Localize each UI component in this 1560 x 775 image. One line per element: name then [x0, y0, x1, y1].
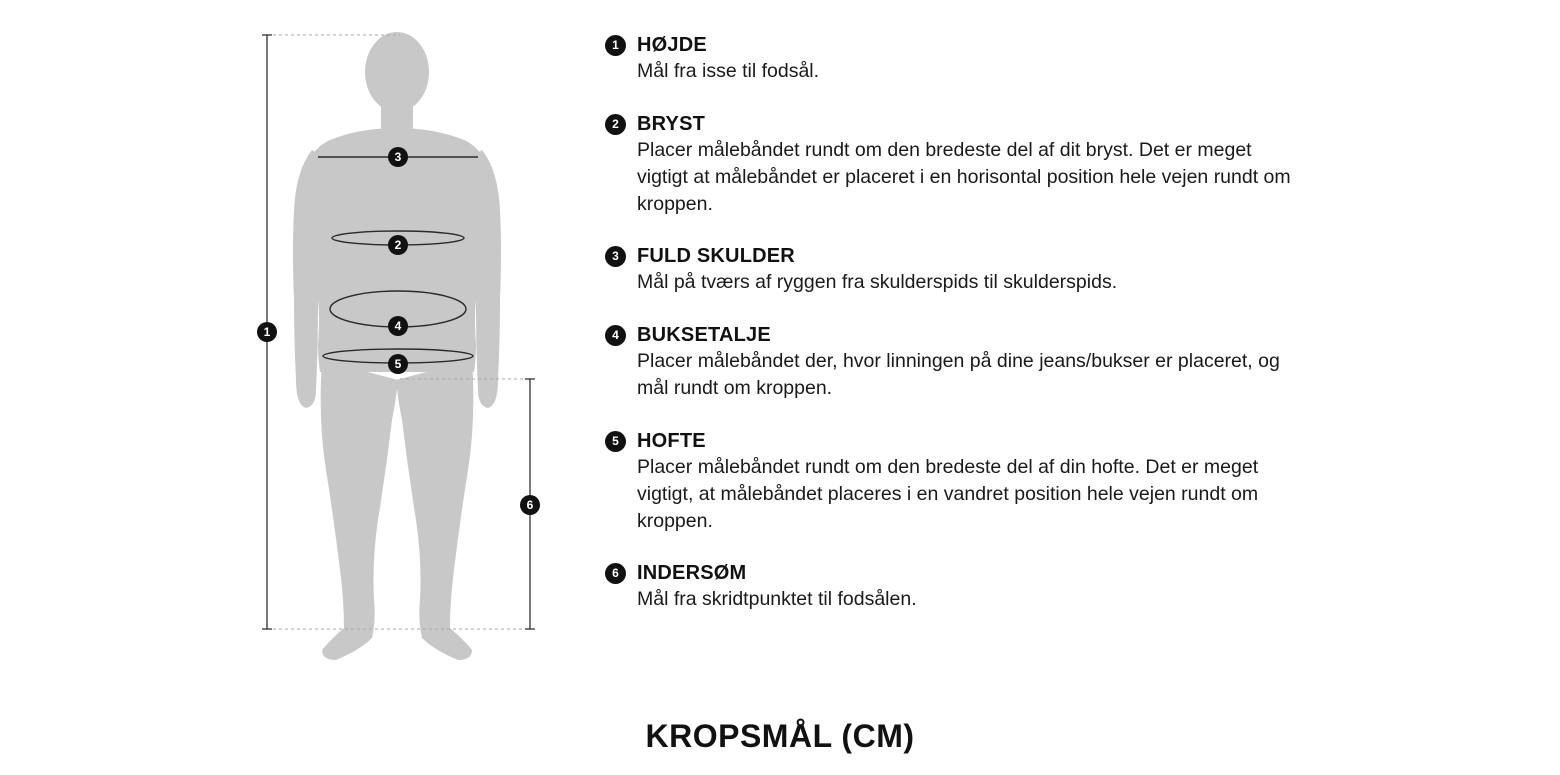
number-badge: 3 [605, 246, 626, 267]
number-badge: 5 [605, 431, 626, 452]
svg-text:2: 2 [394, 238, 402, 252]
number-badge: 2 [605, 114, 626, 135]
measurement-description: Placer målebåndet rundt om den bredeste del af din hofte. Det er meget vigtigt, at målebåndet placeres i en vandret position hele vejen rundt om kroppen. [637, 456, 1259, 532]
measurement-list [605, 32, 1305, 613]
measurement-description: Mål fra skridtpunktet til fodsålen. [637, 588, 917, 610]
measurement-title: BUKSETALJE [637, 324, 771, 346]
marker-2 [388, 235, 408, 255]
svg-text:6: 6 [526, 498, 534, 512]
number-badge: 1 [605, 35, 626, 56]
measurement-item-shoulder [605, 243, 1305, 322]
measurement-title: HOFTE [637, 430, 706, 452]
measurement-title: HØJDE [637, 34, 707, 56]
measurement-description: Placer målebåndet der, hvor linningen på dine jeans/bukser er placeret, og mål rundt om kroppen. [637, 350, 1280, 399]
measurement-description: Mål fra isse til fodsål. [637, 60, 820, 82]
measurement-item-height [605, 32, 1305, 111]
marker-4 [388, 316, 408, 336]
measurement-description: Placer målebåndet rundt om den bredeste del af dit bryst. Det er meget vigtigt at målebåndet er placeret i en horisontal position hele vejen rundt om kroppen. [637, 139, 1291, 215]
measurement-description: Mål på tværs af ryggen fra skulderspids til skulderspids. [637, 271, 1118, 293]
measurement-title: FULD SKULDER [637, 245, 795, 267]
measurement-title: BRYST [637, 113, 706, 135]
body-measurements-heading: KROPSMÅL (CM) [645, 718, 915, 754]
measurement-item-hip [605, 428, 1305, 560]
svg-text:3: 3 [394, 150, 402, 164]
svg-text:1: 1 [263, 325, 271, 339]
body-silhouette [293, 32, 501, 660]
measurement-title: INDERSØM [637, 562, 747, 584]
number-badge: 6 [605, 563, 626, 584]
marker-6 [520, 495, 540, 515]
body-measurement-figure [0, 0, 600, 680]
measurement-item-waist [605, 322, 1305, 428]
svg-text:4: 4 [394, 319, 402, 333]
measurement-item-inseam [605, 560, 1305, 613]
marker-5 [388, 354, 408, 374]
marker-1 [257, 322, 277, 342]
marker-3 [388, 147, 408, 167]
measurement-item-chest [605, 111, 1305, 243]
number-badge: 4 [605, 325, 626, 346]
svg-text:5: 5 [394, 357, 402, 371]
